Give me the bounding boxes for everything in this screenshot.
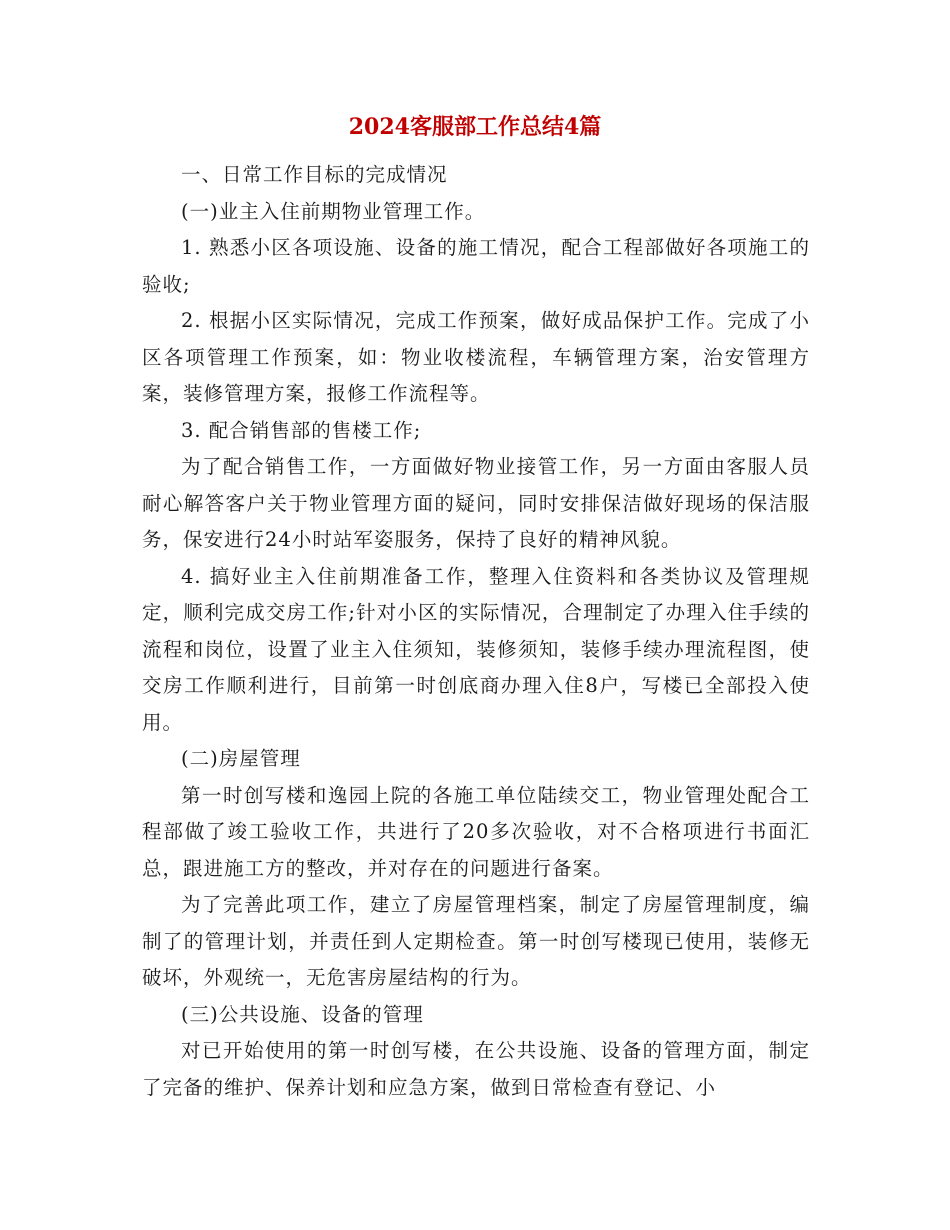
document-title: 2024客服部工作总结4篇	[348, 114, 602, 140]
heading-section-1: 一、日常工作目标的完成情况	[181, 163, 448, 186]
paragraph: 为了配合销售工作，一方面做好物业接管工作，另一方面由客服人员耐心解答客户关于物业管理方面的疑问，同时安排保洁做好现场的保洁服务，保安进行24小时站军姿服务，保持了良好的精神风貌。	[142, 455, 810, 551]
paragraph: 为了完善此项工作，建立了房屋管理档案，制定了房屋管理制度，编制了的管理计划，并责任到人定期检查。第一时创写楼现已使用，装修无破坏，外观统一，无危害房屋结构的行为。	[142, 893, 810, 989]
heading-subsection-3: (三)公共设施、设备的管理	[181, 1002, 424, 1026]
document-body	[142, 157, 810, 1106]
paragraph: 1. 熟悉小区各项设施、设备的施工情况，配合工程部做好各项施工的验收;	[142, 236, 810, 296]
paragraph: 对已开始使用的第一时创写楼，在公共设施、设备的管理方面，制定了完备的维护、保养计划和应急方案，做到日常检查有登记、小	[142, 1039, 810, 1099]
heading-subsection-1: (一)业主入住前期物业管理工作。	[181, 199, 486, 223]
paragraph: 3. 配合销售部的售楼工作;	[181, 418, 422, 442]
paragraph: 2. 根据小区实际情况，完成工作预案，做好成品保护工作。完成了小区各项管理工作预案，如：物业收楼流程，车辆管理方案，治安管理方案，装修管理方案，报修工作流程等。	[142, 309, 810, 405]
paragraph: 4. 搞好业主入住前期准备工作，整理入住资料和各类协议及管理规定，顺利完成交房工作;针对小区的实际情况，合理制定了办理入住手续的流程和岗位，设置了业主入住须知，装修须知，装修手续办理流程图，使交房工作顺利进行，目前第一时创底商办理入住8户，写楼已全部投入使用。	[142, 564, 810, 734]
paragraph: 第一时创写楼和逸园上院的各施工单位陆续交工，物业管理处配合工程部做了竣工验收工作，共进行了20多次验收，对不合格项进行书面汇总，跟进施工方的整改，并对存在的问题进行备案。	[142, 783, 810, 880]
heading-subsection-2: (二)房屋管理	[181, 747, 301, 770]
